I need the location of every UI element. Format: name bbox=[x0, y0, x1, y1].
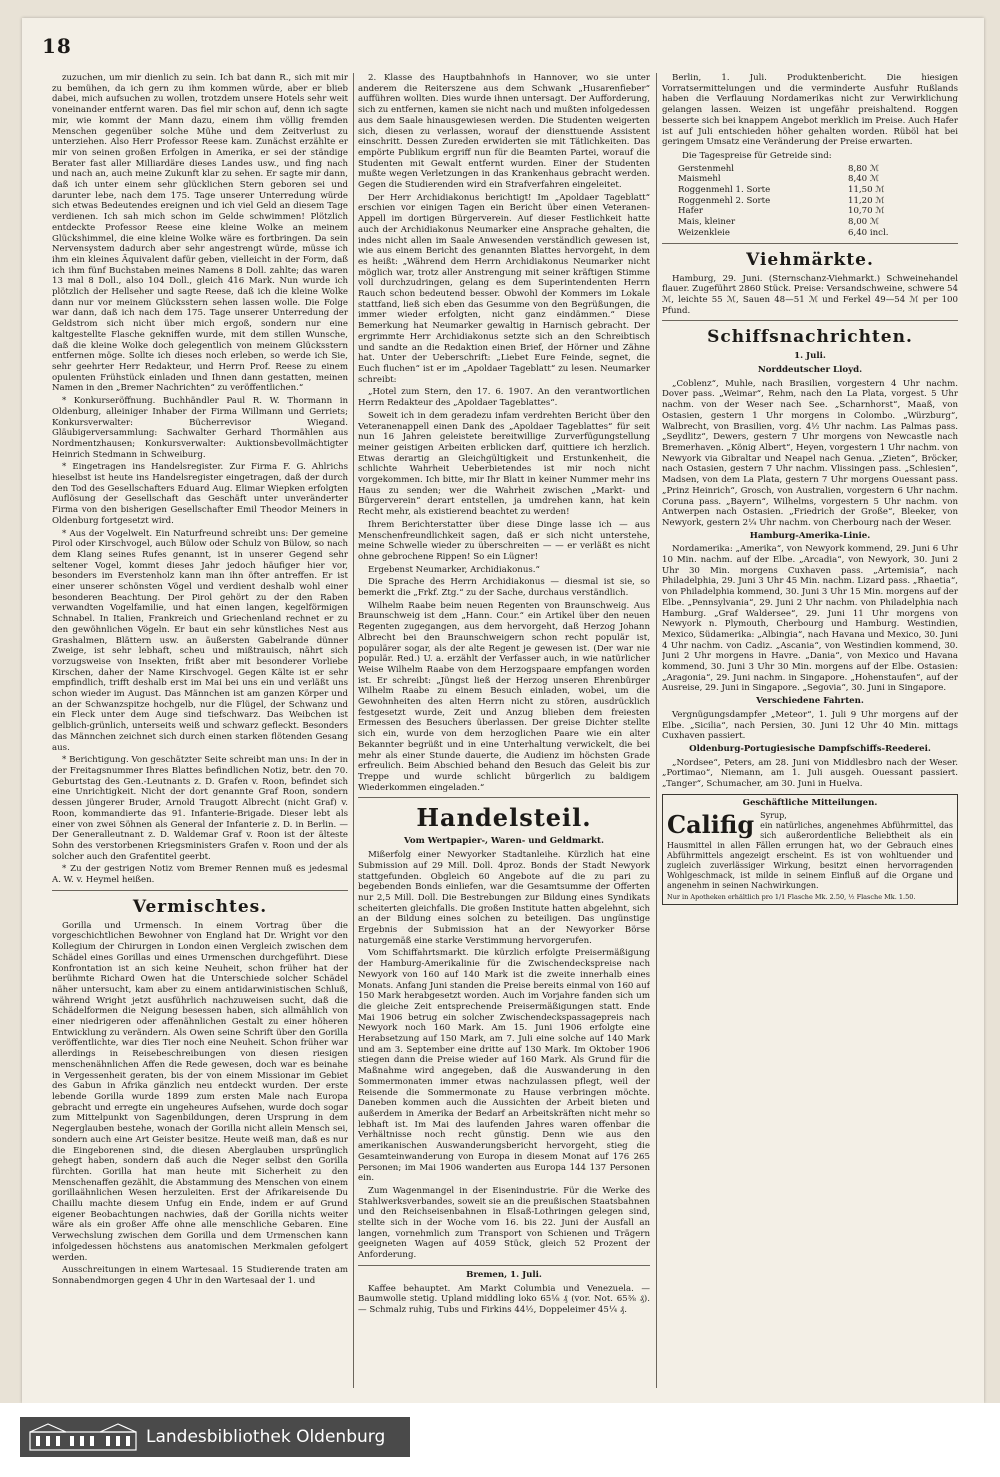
article-paragraph: „Coblenz“, Muhle, nach Brasilien, vorgestern 4 Uhr nachm. Dover pass. „Weimar“, Rehm, nach den La Plata, vorgest. 5 Uhr nachm. von der Weser nach See. „Scharnhorst“, Maaß, von Ostasien, gestern 1 Uhr morgens in Colombo. „Würzburg“, Walbrecht, von Brasilien, vorg. 4½ Uhr nachm. Las Palmas pass. „Seydlitz“, Dewers, gestern 7 Uhr morgens von Newcastle nach Bremerhaven. „König Albert“, Heyen, vorgestern 1 Uhr nachm. von Newyork via Gibraltar und Neapel nach Genua. „Zieten“, Bröcker, nach Ostasien, gestern 7 Uhr nachm. Vlissingen pass. „Schlesien“, Madsen, von dem La Plata, gestern 7 Uhr morgens Ouessant pass. „Prinz Heinrich“, Grosch, von Australien, vorgestern 6 Uhr nachm. Coruna pass. „Bayern“, Wilhelms, vorgestern 5 Uhr nachm. von Antwerpen nach Ostasien. „Friedrich der Große“, Bleeker, von Newyork, gestern 2¼ Uhr nachm. von Cherbourg nach der Weser. bbox=[662, 378, 958, 528]
article-paragraph: Ihrem Berichterstatter über diese Dinge lasse ich — aus Menschenfreundlichkeit sagen, daß er sich nicht unterstehe, meine Schwelle wieder zu überschreiten — — er verläßt es nicht ohne gebrochene Rippen! So ein Lügner! bbox=[358, 519, 650, 562]
article-paragraph: 2. Klasse des Hauptbahnhofs in Hannover, wo sie unter anderem die Reiterszene aus dem Schwank „Husarenfieber“ aufführen wollten. Dies wurde ihnen untersagt. Der Aufforderung, sich zu entfernen, kamen sie nicht nach und mußten infolgedessen aus dem Saale hinausgewiesen werden. Die Studenten weigerten sich, diesen zu verlassen, worauf der diensttuende Assistent einschritt. Dessen Zureden erwiderten sie mit Tätlichkeiten. Das empörte Publikum ergriff nun für die Beamten Partei, worauf die Studenten mit Gewalt entfernt wurden. Einer der Studenten mußte wegen Verletzungen in das Krankenhaus gebracht werden. Gegen die Studierenden wird ein Strafverfahren eingeleitet. bbox=[358, 73, 650, 191]
article-paragraph: Ergebenst Neumarker, Archidiakonus.“ bbox=[368, 564, 540, 575]
library-banner bbox=[20, 1417, 410, 1457]
column-2 bbox=[358, 73, 650, 1393]
divider bbox=[358, 797, 650, 798]
article-paragraph: * Konkurseröffnung. Buchhändler Paul R. W. Thormann in Oldenburg, alleiniger Inhaber der Firma Willmann und Gerriets; Konkursverwalter: Bücherrevisor Wiegand. Gläubigerversammlung: Sachwalter Gerhard Thormählen aus Nordmentzhausen; Konkursverwalter: Auktionsbevollmächtigter Heinrich Stedmann in Schweiburg. bbox=[52, 396, 348, 460]
page-number: 18 bbox=[42, 34, 72, 58]
column-rule bbox=[656, 73, 657, 1388]
shipping-line-heading: Oldenburg-Portugiesische Dampfschiffs-Reederei. bbox=[689, 743, 931, 754]
article-paragraph: Hamburg, 29. Juni. (Sternschanz-Viehmarkt.) Schweinehandel flauer. Zugeführt 2860 Stück. Preise: Versandschweine, schwere 54 ℳ, leichte 55 ℳ, Sauen 48—51 ℳ und Ferkel 49—54 ℳ per 100 Pfund. bbox=[662, 273, 958, 316]
article-paragraph: Gorilla und Urmensch. In einem Vortrag über die vorgeschichtlichen Bewohner von England hat Dr. Wright vor den Kollegium der Chirurgen in London einen Vergleich zwischen dem Schädel eines Gorillas und eines Urmenschen durchgeführt. Diese Konfrontation ist an sich keine Neuheit, schon früher hat der berühmte Richard Owen hat die Unterschiede solcher Schädel näher untersucht, kam aber zu einem antidarwinistischen Schluß, während Wright jetzt ausführlich nachzuweisen sucht, daß die Schädelformen die Neigung besessen haben, sich allmählich von einer niedrigeren oder affenähnlichen Gestalt zu einer höheren Entwicklung zu verändern. Als Owen seine Schrift über den Gorilla veröffentlichte, war dies Tier noch eine Neuheit. Schon früher war allerdings in Reisebeschreibungen von diesen riesigen menschenähnlichen Affen die Rede gewesen, doch war es beinahe in Vergessenheit geraten, bis der von einem Missionar im Gebiet des Gabun in Afrika gänzlich neu entdeckt wurden. Der erste lebende Gorilla wurde 1899 zum ersten Male nach Europa gebracht und erregte ein ungeheures Aufsehen, wurde doch sogar zum Mittelpunkt von Sagenbildungen, deren Ursprung in dem Negerglauben bestehe, wonach der Gorilla nicht allein Mensch sei, sondern auch eine Art Geister besitze. Heute weiß man, daß es nur die Eingeborenen sind, die diesen Aberglauben ursprünglich gehegt haben, sondern daß auch die Neger selbst den Gorilla fürchten. Gorilla hat man heute mit Sicherheit zu den Menschenaffen gezählt, die Abstammung des Menschen von einem gorillaähnlichen Wesen herzuleiten. Erst der Afrikareisende Du Chaillu machte diesem Unfug ein Ende, indem er auf Grund eigener Beobachtungen nachwies, daß der Gorilla nichts weiter wäre als ein großer Affe ohne alle menschliche Gebaren. Eine Verwechslung zwischen dem Gorilla und dem Urmenschen kann infolgedessen höchstens aus anatomischen Merkmalen gefolgert werden. bbox=[52, 920, 348, 1263]
price-list bbox=[678, 151, 958, 239]
price-row bbox=[678, 217, 918, 228]
market-heading: Bremen, 1. Juli. bbox=[466, 1269, 542, 1280]
article-paragraph: Mißerfolg einer Newyorker Stadtanleihe. Kürzlich hat eine Submission auf 29 Mill. Doll. 4proz. Bonds der Stadt Newyork stattgefunden. Obgleich 60 Angebote auf die zu pari zu begebenden Bonds einliefen, war die Gesamtsumme der Offerten nur 2,5 Mill. Doll. Die Bestrebungen zur Bildung eines Syndikats scheiterten gleichfalls. Die großen Institute hatten abgelehnt, sich an der Bildung eines solchen zu beteiligen. Das ungünstige Ergebnis der Submission hat an der Newyorker Börse naturgemäß eine starke Verstimmung hervorgerufen. bbox=[358, 850, 650, 946]
price-row bbox=[678, 164, 918, 175]
price-label: Roggenmehl 1. Sorte bbox=[678, 185, 771, 196]
price-label: Hafer bbox=[678, 206, 703, 217]
article-paragraph: * Berichtigung. Von geschätzter Seite schreibt man uns: In der in der Freitagsnummer Ihres Blattes befindlichen Notiz, betr. den 70. Geburtstag des Gen.-Leutnants z. D. Grafen v. Roon, befindet sich eine Unrichtigkeit. Nicht der dort genannte Graf Roon, sondern dessen jüngerer Bruder, Arnold Traugott Albrecht (nicht Graf) v. Roon, kommandierte das 91. Infanterie-Brigade. Dieser lebt als einer von zwei Söhnen als General der Infanterie z. D. in Berlin. — Der Generalleutnant z. D. Waldemar Graf v. Roon ist der älteste Sohn des verstorbenen Kriegsministers Grafen v. Roon und der als solcher auch den Grafentitel geerbt. bbox=[52, 755, 348, 862]
price-row bbox=[678, 228, 918, 239]
price-value: 8,80 ℳ bbox=[848, 163, 880, 174]
price-row bbox=[678, 196, 918, 207]
price-row bbox=[678, 174, 918, 185]
price-value: 8,40 ℳ bbox=[848, 174, 880, 185]
article-paragraph: Berlin, 1. Juli. Produktenbericht. Die hiesigen Vorratsermittelungen und die verminderte Ausfuhr Rußlands haben die Verflauung Nordamerikas nicht zur Verwirklichung gelangen lassen. Weizen ist ungefähr preishaltend. Roggen besserte sich bei knappem Angebot merklich im Preise. Auch Hafer ist auf Juli entschieden höher gehalten worden. Rüböl hat bei geringem Umsatz eine Veränderung der Preise erwarten. bbox=[662, 73, 958, 148]
article-paragraph: * Aus der Vogelwelt. Ein Naturfreund schreibt uns: Der gemeine Pirol oder Kirschvogel, auch Bülow oder Schulz von Bülow, so nach dem Klang seines Rufes genannt, ist in unserer Gegend sehr seltener Vogel, kommt dieses Jahr jedoch häufiger hier vor, besonders im Everstenholz kann man ihn öfter antreffen. Er ist einer unserer schönsten Vögel und verdient deshalb wohl einer besonderen Beachtung. Der Pirol gehört zu der den Raben verwandten Vogelfamilie, und hat einen langen, kegelförmigen Schnabel. In Italien, Frankreich und Griechenland rechnet er zu den gewöhnlichen Vögeln. Er baut ein sehr künstliches Nest aus Grashalmen, Blättern usw. an äußersten Gabelrande dünner Zweige, ist sehr lebhaft, scheu und mißtrauisch, nährt sich vorzugsweise von Insekten, frißt aber mit besonderer Vorliebe Kirschen, daher der Name Kirschvogel. Gegen Kälte ist er sehr empfindlich, trifft deshalb erst im Mai bei uns ein und verläßt uns schon wieder im August. Das Männchen ist am ganzen Körper und an der Schwanzspitze hochgelb, nur die Flügel, der Schwanz und ein Fleck unter dem Auge sind tiefschwarz. Das Weibchen ist gelblich-grünlich, unterseits weiß und schwarz gefleckt. Besonders das Männchen zeichnet sich durch einen starken flötenden Gesang aus. bbox=[52, 528, 348, 753]
price-value: 11,20 ℳ bbox=[848, 195, 885, 206]
newspaper-page bbox=[22, 18, 984, 1403]
section-heading-vermischtes: Vermischtes. bbox=[132, 896, 268, 917]
section-subheading: Vom Wertpapier-, Waren- und Geldmarkt. bbox=[404, 836, 604, 847]
price-value: 6,40 incl. bbox=[848, 227, 889, 238]
article-paragraph: Vergnügungsdampfer „Meteor“, 1. Juli 9 Uhr morgens auf der Elbe. „Sicilia“, nach Persien, 30. Juni 12 Uhr 40 Min. mittags Cuxhaven passiert. bbox=[662, 709, 958, 742]
ad-subtitle: Syrup, bbox=[760, 810, 787, 820]
article-paragraph: Nordamerika: „Amerika“, von Newyork kommend, 29. Juni 6 Uhr 10 Min. nachm. auf der Elbe. „Arcadia“, von Newyork, 30. Juni 2 Uhr 30 Min. morgens Cuxhaven pass. „Artemisia“, nach Philadelphia, 29. Juni 3 Uhr 45 Min. nachm. Lizard pass. „Rhaetia“, von Philadelphia kommend, 30. Juni 3 Uhr 15 Min. morgens auf der Elbe. „Pennsylvania“, 29. Juni 2 Uhr nachm. von Philadelphia nach Hamburg. „Graf Waldersee“, 29. Juni 11 Uhr morgens von Newyork n. Plymouth, Cherbourg und Hamburg. Westindien, Mexico, Südamerika: „Albingia“, nach Havana und Mexico, 30. Juni 4 Uhr nachm. von Cadiz. „Ascania“, von Westindien kommend, 30. Juni 2 Uhr morgens in Havre. „Dania“, von Mexico und Havana kommend, 30. Juni 3 Uhr 30 Min. morgens auf der Elbe. Ostasien: „Aragonia“, 29. Juni nachm. in Singapore. „Hohenstaufen“, auf der Ausreise, 29. Juni in Singapore. „Segovia“, 30. Juni in Singapore. bbox=[662, 544, 958, 694]
price-list-title: Die Tagespreise für Getreide sind: bbox=[682, 150, 832, 161]
advertisement-califig bbox=[662, 794, 958, 905]
article-paragraph: „Hotel zum Stern, den 17. 6. 1907. An den verantwortlichen Herrn Redakteur des „Apoldaer Tageblattes“. bbox=[358, 387, 650, 409]
article-paragraph: * Eingetragen ins Handelsregister. Zur Firma F. G. Ahlrichs hieselbst ist heute ins Handelsregister eingetragen, daß der durch den Tod des Gesellschafters Eduard Aug. Elimar Wiepken erfolgten Auflösung der Gesellschaft das Geschäft unter unveränderter Firma von den bisherigen Gesellschafter Emil Theodor Meiners in Oldenburg fortgesetzt wird. bbox=[52, 462, 348, 526]
section-heading-handelsteil: Handelsteil. bbox=[416, 803, 592, 833]
shipping-line-heading: Verschiedene Fahrten. bbox=[756, 696, 864, 707]
price-label: Maismehl bbox=[678, 174, 721, 185]
article-paragraph: Zum Wagenmangel in der Eisenindustrie. Für die Werke des Stahlwerksverbandes, soweit sie an die preußischen Staatsbahnen und den Reichseisenbahnen in Elsaß-Lothringen gelegen sind, stellte sich in der Woche vom 16. bis 22. Juni der Ausfall an langen, vornehmlich zum Transport von Schienen und Trägern geeigneten Wagen auf 4059 Stück, gleich 52 Prozent der Anforderung. bbox=[358, 1185, 650, 1261]
price-value: 8,00 ℳ bbox=[848, 217, 880, 228]
price-value: 10,70 ℳ bbox=[848, 206, 885, 217]
viewer-footer bbox=[0, 1403, 1000, 1477]
column-1 bbox=[52, 73, 348, 1393]
price-row bbox=[678, 185, 918, 196]
shipping-line-heading: Hamburg-Amerika-Linie. bbox=[749, 530, 871, 541]
divider bbox=[662, 320, 958, 321]
column-3 bbox=[662, 73, 958, 1393]
column-rule bbox=[353, 73, 354, 1388]
ad-label: Geschäftliche Mitteilungen. bbox=[742, 797, 878, 808]
article-paragraph: * Zu der gestrigen Notiz vom Bremer Rennen muß es jedesmal A. W. v. Heymel heißen. bbox=[52, 864, 348, 886]
divider bbox=[52, 890, 348, 891]
library-name: Landesbibliothek Oldenburg bbox=[146, 1427, 386, 1447]
section-heading-schiffsnachrichten: Schiffsnachrichten. bbox=[707, 327, 913, 348]
article-paragraph: Der Herr Archidiakonus berichtigt! Im „Apoldaer Tageblatt“ erschien vor einigen Tagen ein Bericht über einen Veteranen-Appell im dortigen Bürgerverein. Auf dieser Festlichkeit hatte auch der Archidiakonus Neumarker eine Ansprache gehalten, die indes nicht allen im Saale Anwesenden verständlich gewesen ist, wie aus einem Bericht des genannten Blattes hervorgeht, in dem es heißt: „Während dem Herrn Archidiakonus Neumarker nicht möglich war, trotz aller Anstrengung mit seiner kräftigen Stimme voll durchzudringen, gelang es dem Superintendenten Herrn Rauch schon bedeutend besser. Obwohl der Kommers im Lokale stattfand, ließ sich eben das Gesumme von den Begrüßungen, die immer wieder erfolgten, nicht ganz eindämmen.“ Diese Bemerkung hat Neumarker gewaltig in Harnisch gebracht. Der ergrimmte Herr Archidiakonus setzte sich an den Schreibtisch und sandte an die Redaktion einen Brief, der Hörner und Zähne hat. Unter der Ueberschrift: „Liebet Eure Feinde, segnet, die Euch fluchen“ ist er im „Apoldaer Tageblatt“ zu lesen. Neumarker schreibt: bbox=[358, 192, 650, 385]
article-paragraph: zuzuchen, um mir dienlich zu sein. Ich bat dann R., sich mit mir zu bemühen, da ich gern zu ihm kommen würde, aber er blieb dabei, mich aufsuchen zu wollen, trotzdem unsere Hotels sehr weit voneinander entfernt waren. Das fiel mir schon auf, denn ich sagte mir, wie kommt der Mann dazu, einem ihm völlig fremden Menschen gegenüber solche Mühe und dem Zeitverlust zu unterziehen. Also Herr Professor Reese kam. Zunächst erzählte er mir von seinen großen Erfolgen in Amerika, er sei der ständige Berater fast aller Milliardäre dieses Landes usw., und fing nach und nach an, auch meine Zukunft klar zu sehen. Er sagte mir dann, daß ich unter einem sehr glücklichen Stern geboren sei und darunter lebe, nach dem 175. Tage unserer Unterredung würde sich etwas Bedeutendes ereignen und ich viel Geld an diesem Tage verdienen. Ich sah mich schon im Gelde schwimmen! Plötzlich entdeckte Professor Reese eine kleine Wolke an meinem Glückshimmel, die eine kleine Wolke wäre es fortbringen. Da sein Nervensystem dadurch aber sehr angestrengt würde, müsse ich ihm ein kleines Äquivalent dafür geben, vielleicht in der Form, daß ich ihm fünf Buchstaben meines Namens 8 Doll. zahlte; das waren 13 mal 8 Doll., also 104 Doll., gleich 416 Mark. Nun wurde ich plötzlich der Hellseher und sagte Reese, daß ich die kleine Wolke dann nur vor meinem Glücksstern sehen lassen wolle. Die Folge war dann, daß ich nach dem 175. Tage unserer Unterredung der Geldstrom sich nicht über mich ergoß, sondern nur eine kaltgestellte Flasche gekniffen wurde, mit dem stillen Wunsche, daß die kleine Wolke doch gelegentlich von meinem Glücksstern entfernen möge. Sollte ich dieses noch erleben, so werde ich Sie, sehr geehrter Herr Redakteur, und Herrn Prof. Reese zu einem opulenten Frühstück einladen und Ihnen dann gestatten, meinen Namen in den „Bremer Nachrichten“ zu veröffentlichen.“ bbox=[52, 73, 348, 394]
article-paragraph: Die Sprache des Herrn Archidiakonus — diesmal ist sie, so bemerkt die „Frkf. Ztg.“ zu der Sache, durchaus verständlich. bbox=[358, 577, 650, 599]
section-heading-viehmaerkte: Viehmärkte. bbox=[746, 249, 874, 270]
price-value: 11,50 ℳ bbox=[848, 185, 885, 196]
shipping-line-heading: Norddeutscher Lloyd. bbox=[757, 365, 863, 376]
article-paragraph: Wilhelm Raabe beim neuen Regenten von Braunschweig. Aus Braunschweig ist dem „Hann. Cour.“ ein Artikel über den neuen Regenten zugegangen, aus dem hervorgeht, daß Herzog Johann Albrecht bei den Braunschweigern schon recht populär ist, populärer sogar, als der alte Regent je gewesen ist. (Der war nie populär. Red.) U. a. erzählt der Verfasser auch, in wie natürlicher Weise Wilhelm Raabe von dem Herzogspaare empfangen worden ist. Er schreibt: „Jüngst ließ der Herzog unseren Ehrenbürger Wilhelm Raabe zu einem Besuch einladen, wobei, um die Gewohnheiten des alten Herrn nicht zu stören, ausdrücklich festgesetzt wurde, Zeit und Anzug blieben dem freiesten Ermessen des Besuchers überlassen. Der greise Dichter stellte sich ein, wurde von dem herzoglichen Paare wie ein alter Bekannter begrüßt und in eine Unterhaltung verwickelt, die bei mehr als einer Stunde dauerte, die Audienz im höchsten Grade erfreulich. Beim Abschied behand den Besuch das Geleit bis zur Treppe und wurde schlicht bürgerlich zu baldigem Wiederkommen eingeladen.“ bbox=[358, 600, 650, 793]
article-paragraph: Ausschreitungen in einem Wartesaal. 15 Studierende traten am Sonnabendmorgen gegen 4 Uhr in den Wartesaal der 1. und bbox=[52, 1265, 348, 1286]
article-paragraph: Vom Schiffahrtsmarkt. Die kürzlich erfolgte Preisermäßigung der Hamburg-Amerikalinie für die Zwischendeckspreise nach Newyork von 160 auf 140 Mark ist die zweite innerhalb eines Monats. Anfang Juni standen die Preise bereits einmal von 160 auf 150 Mark herabgesetzt worden. Auch im Vorjahre fanden sich um die gleiche Zeit entsprechende Preisermäßigungen statt. Ende Mai 1906 betrug ein solcher Zwischendeckspassagepreis nach Newyork noch 160 Mark. Am 15. Juni 1906 erfolgte eine Herabsetzung auf 150 Mark, am 7. Juli eine solche auf 140 Mark und am 3. September eine dritte auf 130 Mark. Im Oktober 1906 stiegen dann die Preise wieder auf 160 Mark. Als Grund für die Maßnahme wird angegeben, daß die Auswanderung in den Sommermonaten immer etwas nachzulassen pflegt, weil der Reisende die Sommermonate zu Hause verbringen möchte. Daneben kommen auch die Aussichten der Arbeit bieten und außerdem in Amerika der Bedarf an Arbeitskräften nicht mehr so lebhaft ist. Im Mai des laufenden Jahres waren offenbar die Verhältnisse noch recht günstig. Denn wie aus den amerikanischen Auswanderungsbericht hervorgeht, stieg die Gesamteinwanderung von Europa in diesem Monat auf 176 265 Personen; im Mai 1906 wanderten aus Europa 144 137 Personen ein. bbox=[358, 948, 650, 1184]
price-row bbox=[678, 206, 918, 217]
divider bbox=[662, 243, 958, 244]
price-label: Weizenkleie bbox=[678, 227, 730, 238]
article-paragraph: Kaffee behauptet. Am Markt Columbia und Venezuela. — Baumwolle stetig. Upland middling loko 65⅛ ₰ (vor. Not. 65⅜ ₰). — Schmalz ruhig, Tubs und Firkins 44½, Doppeleimer 45¼ ₰. bbox=[358, 1283, 650, 1315]
date-line: 1. Juli. bbox=[794, 351, 826, 362]
ad-small-print: Nur in Apotheken erhältlich pro 1/1 Flasche Mk. 2.50, ½ Flasche Mk. 1.50. bbox=[667, 892, 916, 901]
price-label: Mais, kleiner bbox=[678, 217, 736, 228]
ad-title: Califig bbox=[667, 809, 755, 839]
article-paragraph: „Nordsee“, Peters, am 28. Juni von Middlesbro nach der Weser. „Portimao“, Niemann, am 1. Juli ausgeh. Ouessant passiert. „Tanger“, Schumacher, am 30. Juni in Huelva. bbox=[662, 757, 958, 790]
price-label: Roggenmehl 2. Sorte bbox=[678, 195, 771, 206]
library-building-icon bbox=[28, 1422, 138, 1452]
price-label: Gerstenmehl bbox=[678, 163, 735, 174]
article-paragraph: Soweit ich in dem geradezu infam verdrehten Bericht über den Veteranenappell einen Dank des „Apoldaer Tageblattes“ für seit nun 16 Jahren geleistete bereitwillige Zurverfügungstellung meiner geistigen Arbeiten erblicken darf, quittiere ich herzlich. Etwas derartig an Gleichgültigkeit und Erstunkenheit, die schlichte Wahrheit Ueberbietendes ist mir noch nicht vorgekommen. Ich bitte, mir Ihr Blatt in keiner Nummer mehr ins Haus zu senden; wer die Wahrheit zwischen „Markt- und Bürgerverein“ derart entstellen, ja umdrehen kann, hat kein Recht mehr, als existierend beachtet zu werden! bbox=[358, 410, 650, 518]
divider bbox=[358, 1265, 650, 1266]
ad-text: ein natürliches, angenehmes Abführmittel, das sich außerordentliche Beliebtheit als ein Hausmittel in allen Fällen errungen hat, wo der Gebrauch eines Abführmittels angezeigt erscheint. Es ist von wohltuender und zugleich zuverlässiger Wirkung, besitzt einen hervorragenden Wohlgeschmack, ist milde in seinem Einfluß auf die Organe und angenehm in seinen Nachwirkungen. bbox=[667, 820, 953, 890]
